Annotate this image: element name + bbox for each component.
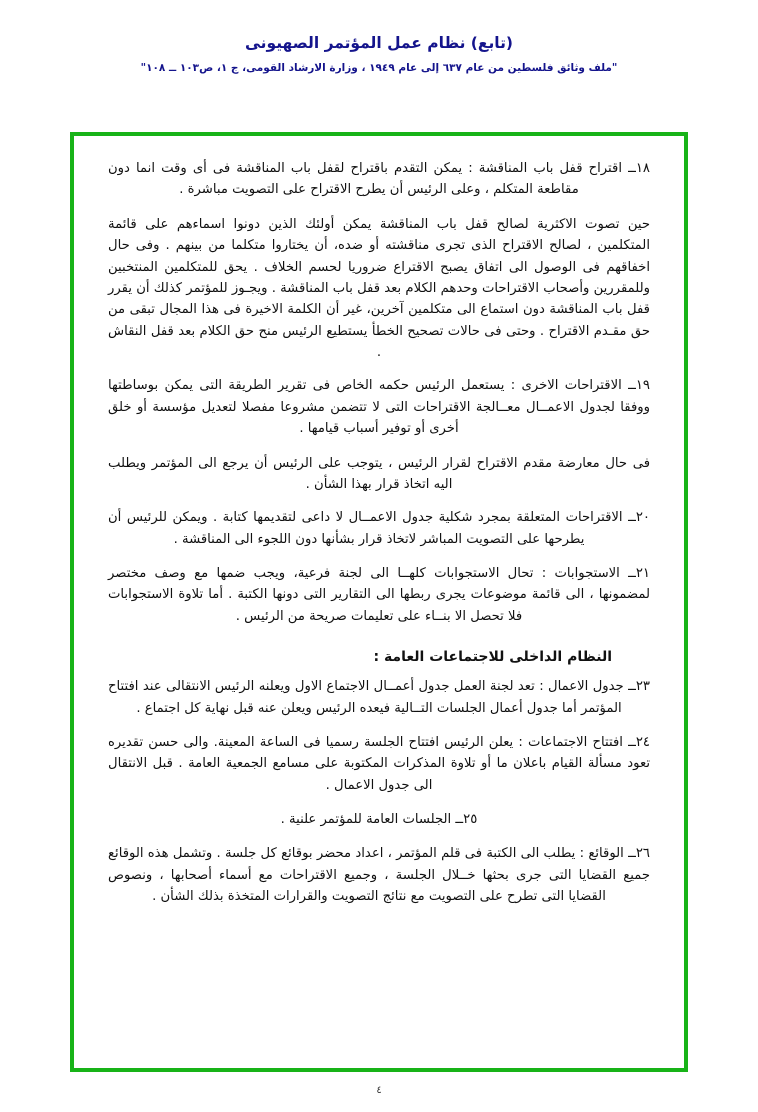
paragraph-19: ١٩ــ الاقتراحات الاخرى : يستعمل الرئيس حكمه الخاص فى تقرير الطريقة التى يمكن بوساطتها ووفقا لجدول الاعمــال معــالجة الاقتراحات التى لا تتضمن مشروعا مفصلا لتعديل مؤسسة أو خلق أخرى أو توفير أسباب قيامها . — [108, 378, 650, 437]
paragraph-19-cont: فى حال معارضة مقدم الاقتراح لقرار الرئيس ، يتوجب على الرئيس أن يرجع الى المؤتمر ويطلب اليه اتخاذ قرار بهذا الشأن . — [108, 455, 650, 492]
page-title: (تابع) نظام عمل المؤتمر الصهيونى — [245, 34, 513, 52]
paragraph-23: ٢٣ــ جدول الاعمال : تعد لجنة العمل جدول أعمــال الاجتماع الاول ويعلنه الرئيس الانتقالى عند افتتاح المؤتمر أما جدول أعمال الجلسات التــالية فيعده الرئيس ويعلن عنه قبل نهاية كل اجتماع . — [108, 679, 650, 716]
page-subtitle: "ملف وثائق فلسطين من عام ٦٣٧ إلى عام ١٩٤٩ ، وزارة الارشاد القومى، ج ١، ص١٠٣ ــ ١٠٨" — [140, 61, 618, 74]
page-number: ٤ — [376, 1085, 382, 1096]
content-frame — [70, 132, 688, 1072]
document-header — [0, 34, 758, 74]
document-page — [0, 34, 758, 1112]
paragraph-18-cont: حين تصوت الاكثرية لصالح قفل باب المناقشة يمكن أولئك الذين دونوا اسماءهم على قائمة المتكلمين ، لصالح الاقتراح الذى تجرى مناقشته أو ضده، أن يختاروا متكلما من بينهم . وفى حال اخفاقهم فى الوصول الى اتفاق يصبح الاقتراع ضروريا لحسم الخلاف . يحق للمتكلمين المنتخبين وللمقررين وأصحاب الاقتراحات وحدهم الكلام بعد قفل باب المناقشة . ويجـوز للمؤتمر كذلك أن يقرر قفل باب المناقشة دون استماع الى متكلمين آخرين، غير أن الكلمة الاخيرة فى هذا المجال تبقى من حق مقـدم الاقتراح . وحتى فى حالات تصحيح الخطأ يستطيع الرئيس منح حق الكلام بعد قفل النقاش . — [108, 216, 650, 360]
section-heading-internal-rules: النظام الداخلى للاجتماعات العامة : — [373, 649, 612, 666]
content-body — [74, 136, 684, 1068]
paragraph-26: ٢٦ــ الوقائع : يطلب الى الكتبة فى قلم المؤتمر ، اعداد محضر بوقائع كل جلسة . وتشمل هذه الوقائع جميع القضايا التى جرى بحثها خــلال الجلسة ، وجميع الاقتراحات مع أسماء أصحابها ، ونصوص القضايا التى تطرح على التصويت مع نتائج التصويت والقرارات المتخذة بذلك الشأن . — [108, 846, 650, 905]
paragraph-20: ٢٠ــ الاقتراحات المتعلقة بمجرد شكلية جدول الاعمــال لا داعى لتقديمها كتابة . ويمكن للرئيس أن يطرحها على التصويت المباشر لاتخاذ قرار بشأنها دون اللجوء الى المناقشة . — [108, 510, 650, 547]
paragraph-24: ٢٤ــ افتتاح الاجتماعات : يعلن الرئيس افتتاح الجلسة رسميا فى الساعة المعينة. والى حسن تقديره تعود مسألة القيام باعلان ما أو تلاوة المذكرات المكتوبة على مسامع الجمعية العامة . قبل الانتقال الى جدول الاعمال . — [108, 734, 650, 793]
paragraph-21: ٢١ــ الاستجوابات : تحال الاستجوابات كلهــا الى لجنة فرعية، ويجب ضمها مع وصف مختصر لمضمونها ، الى قائمة موضوعات يجرى ربطها الى التقارير التى دونها الكتبة . أما تلاوة الاستجوابات فلا تحصل الا بنــاء على تعليمات صريحة من الرئيس . — [108, 566, 650, 624]
paragraph-18: ١٨ــ اقتراح قفل باب المناقشة : يمكن التقدم باقتراح لقفل باب المناقشة فى أى وقت انما دون مقاطعة المتكلم ، وعلى الرئيس أن يطرح الاقتراح على التصويت مباشرة . — [108, 161, 650, 198]
paragraph-25: ٢٥ــ الجلسات العامة للمؤتمر علنية . — [280, 812, 478, 827]
